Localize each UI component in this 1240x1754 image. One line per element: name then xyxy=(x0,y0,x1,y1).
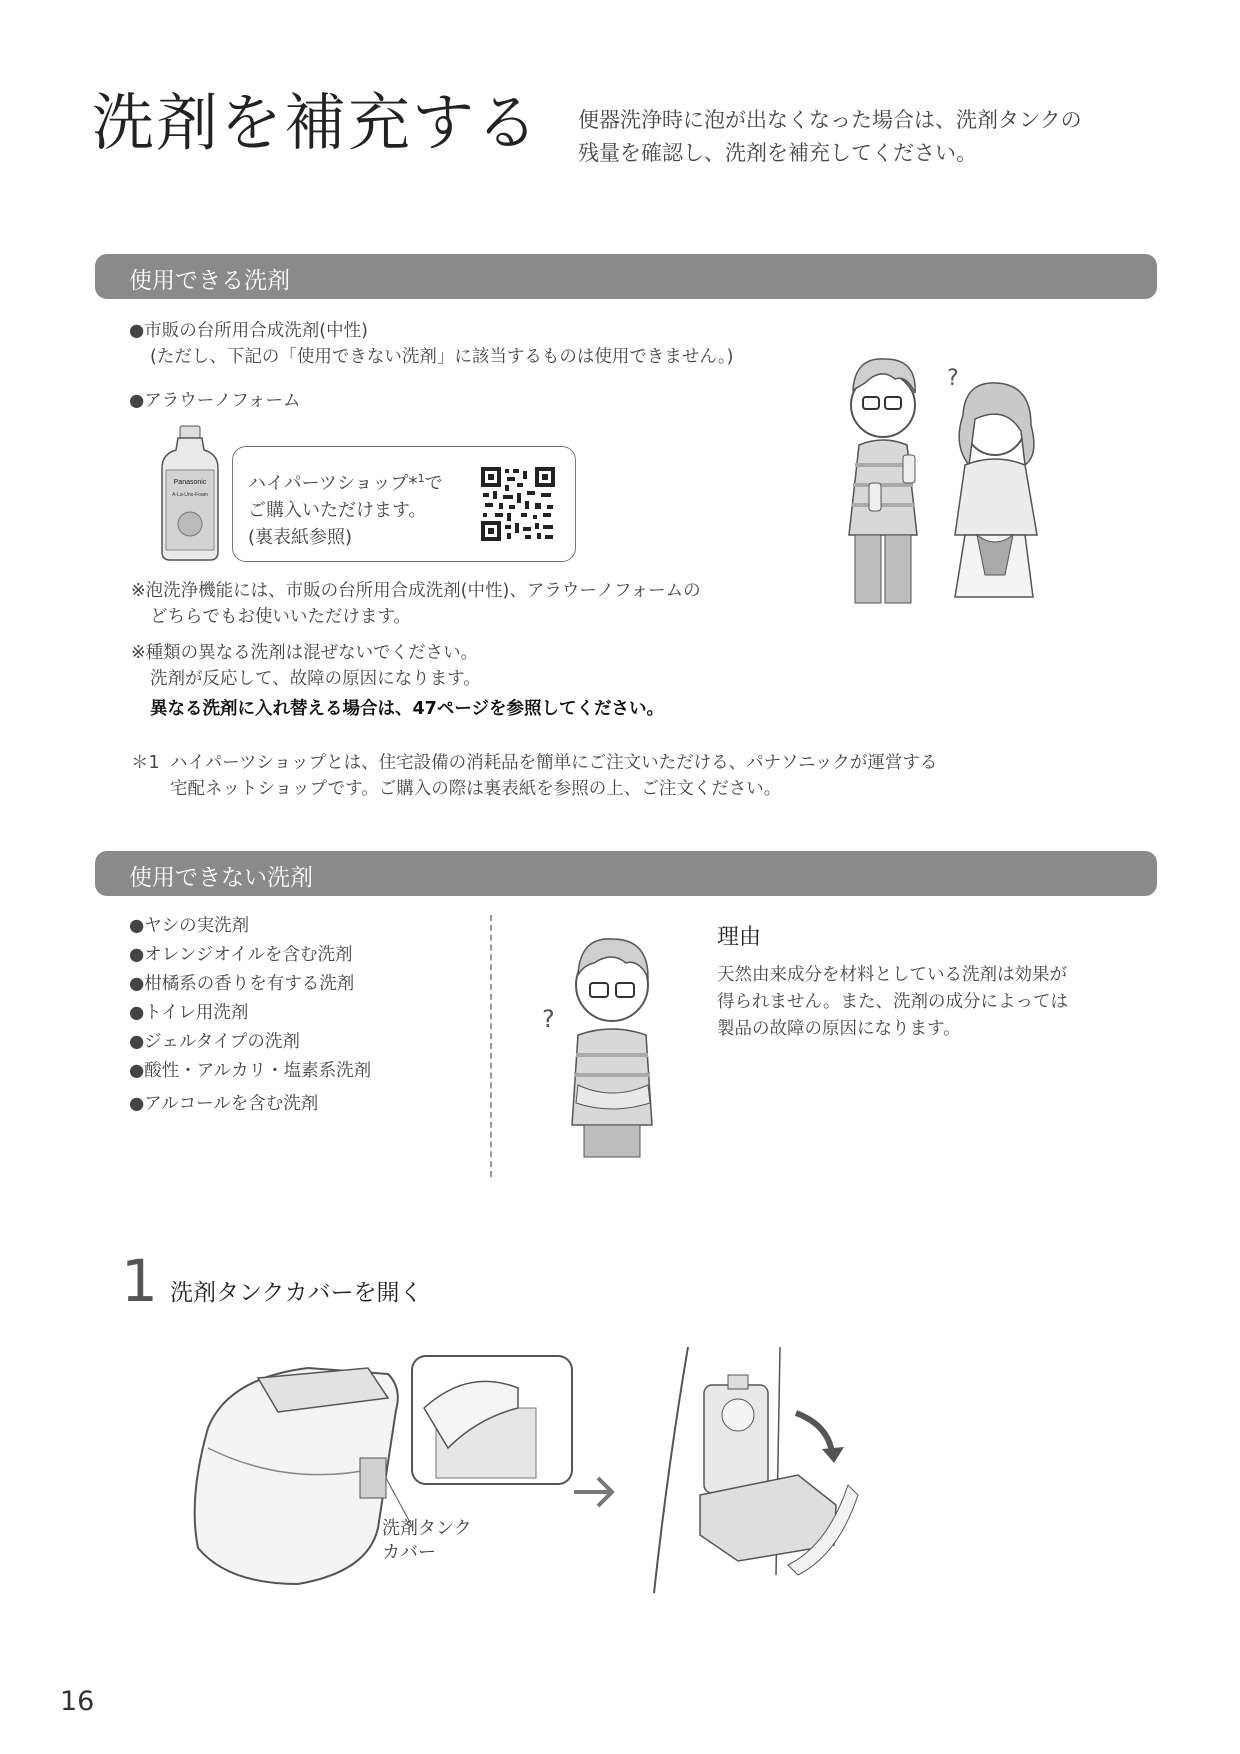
reason-line: 製品の故障の原因になります。 xyxy=(717,1019,961,1039)
shop-info-text xyxy=(248,465,443,551)
note-compatible-2: どちらでもお使いいただけます。 xyxy=(150,607,411,627)
tank-open-illustration xyxy=(648,1345,868,1595)
shop-line: ハイパーツショップ* xyxy=(248,473,418,494)
bottle-name: A-La-Uno-Foam xyxy=(172,492,208,498)
section-header-unusable xyxy=(95,851,1157,896)
intro-line: 残量を確認し、洗剤を補充してください。 xyxy=(578,141,977,165)
intro-line: 便器洗浄時に泡が出なくなった場合は、洗剤タンクの xyxy=(578,108,1082,132)
shop-footnote-ref: 1 xyxy=(417,472,425,485)
note-switch-page-ref: 異なる洗剤に入れ替える場合は、47ページを参照してください。 xyxy=(150,699,665,719)
section-heading: 使用できない洗剤 xyxy=(129,865,313,891)
step-label: 洗剤タンクカバーを開く xyxy=(170,1280,423,1306)
unusable-item: ●酸性・アルカリ・塩素系洗剤 xyxy=(129,1061,372,1081)
section-header-usable xyxy=(95,254,1157,299)
svg-text:?: ? xyxy=(542,1005,555,1033)
thinking-man-illustration xyxy=(540,925,670,1160)
unusable-item: ●オレンジオイルを含む洗剤 xyxy=(129,945,353,965)
intro-text xyxy=(578,104,1178,170)
people-illustration xyxy=(825,335,1065,605)
callout-line: カバー xyxy=(382,1542,436,1563)
unusable-item: ●ヤシの実洗剤 xyxy=(129,916,250,936)
arrow-right-icon xyxy=(572,1472,618,1512)
reason-line: 得られません。また、洗剤の成分によっては xyxy=(717,992,1069,1012)
bottle-brand: Panasonic xyxy=(173,479,207,486)
reason-title: 理由 xyxy=(717,925,762,950)
usable-item-alauno: ●アラウーノフォーム xyxy=(129,391,301,411)
column-divider xyxy=(490,915,492,1177)
shop-line-end: で xyxy=(424,473,443,494)
step-number: 1 xyxy=(121,1247,158,1315)
note-no-mixing-2: 洗剤が反応して、故障の原因になります。 xyxy=(150,669,481,689)
footnote-text: ハイパーツショップとは、住宅設備の消耗品を簡単にご注文いただける、パナソニックが運営する xyxy=(170,753,938,773)
unusable-item: ●ジェルタイプの洗剤 xyxy=(129,1032,300,1052)
unusable-item: ●トイレ用洗剤 xyxy=(129,1003,249,1023)
usable-item-note: (ただし、下記の「使用できない洗剤」に該当するものは使用できません。) xyxy=(150,347,734,367)
section-heading: 使用できる洗剤 xyxy=(129,268,290,294)
footnote-text-2: 宅配ネットショップです。ご購入の際は裏表紙を参照の上、ご注文ください。 xyxy=(170,779,782,799)
note-compatible: ※泡洗浄機能には、市販の台所用合成洗剤(中性)、アラウーノフォームの xyxy=(131,581,701,601)
detergent-bottle-image xyxy=(158,424,222,564)
qr-code-icon[interactable] xyxy=(481,467,555,541)
callout-line: 洗剤タンク xyxy=(382,1518,472,1539)
shop-info-box xyxy=(232,446,576,562)
unusable-item: ●柑橘系の香りを有する洗剤 xyxy=(129,974,355,994)
page-title: 洗剤を補充する xyxy=(92,86,541,159)
note-no-mixing: ※種類の異なる洗剤は混ぜないでください。 xyxy=(131,643,479,663)
usable-item-kitchen: ●市販の台所用合成洗剤(中性) xyxy=(129,321,368,341)
shop-line: (裏表紙参照) xyxy=(248,527,353,548)
footnote-mark: ＊1 xyxy=(131,753,160,773)
shop-line: ご購入いただけます。 xyxy=(248,500,427,521)
reason-text xyxy=(717,962,1137,1043)
unusable-item: ●アルコールを含む洗剤 xyxy=(129,1094,319,1114)
svg-text:?: ? xyxy=(947,366,959,391)
reason-line: 天然由来成分を材料としている洗剤は効果が xyxy=(717,965,1067,985)
page-number: 16 xyxy=(60,1686,95,1717)
tank-cover-callout xyxy=(382,1517,472,1565)
